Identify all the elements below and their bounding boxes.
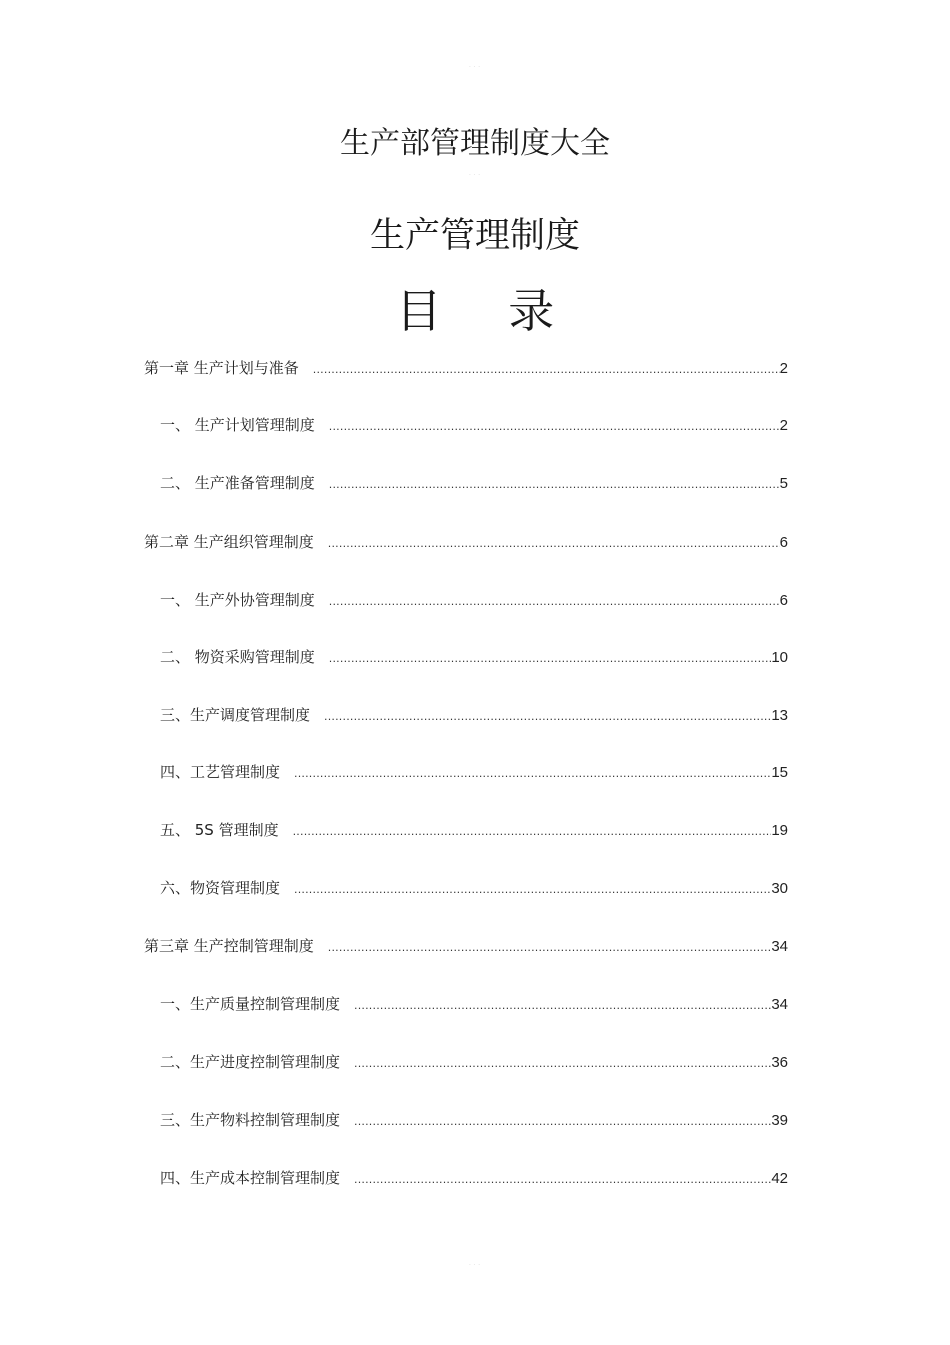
toc-entry[interactable] <box>160 993 788 1015</box>
toc-entry-label: 第一章 生产计划与准备 <box>144 359 299 377</box>
toc-entry[interactable] <box>160 819 788 841</box>
title-underline-mark: - - - <box>469 172 481 177</box>
toc-page-number: 10 <box>771 649 788 666</box>
toc-dot-leader <box>294 879 771 901</box>
toc-entry-label: 二、 生产准备管理制度 <box>160 474 315 492</box>
toc-entry[interactable] <box>160 877 788 899</box>
toc-entry-label: 四、工艺管理制度 <box>160 763 281 781</box>
toc-dot-leader <box>329 591 780 613</box>
toc-page-number: 13 <box>771 707 788 724</box>
toc-dot-leader <box>293 821 772 843</box>
toc-entry[interactable] <box>160 589 788 611</box>
toc-entry-label: 六、物资管理制度 <box>160 879 281 897</box>
toc-entry-label: 五、 5S 管理制度 <box>160 821 279 839</box>
toc-entry-chapter-1[interactable] <box>144 357 788 379</box>
toc-dot-leader <box>329 474 780 496</box>
toc-entry[interactable] <box>160 414 788 436</box>
toc-entry[interactable] <box>160 704 788 726</box>
toc-entry-label: 一、生产质量控制管理制度 <box>160 995 341 1013</box>
page-footer-mark: - - - <box>469 1262 481 1267</box>
toc-dot-leader <box>354 1111 771 1133</box>
toc-page-number: 42 <box>771 1170 788 1187</box>
toc-dot-leader <box>354 1053 771 1075</box>
toc-entry[interactable] <box>160 1167 788 1189</box>
toc-page-number: 6 <box>779 592 788 609</box>
toc-entry-label: 一、 生产计划管理制度 <box>160 416 315 434</box>
toc-page-number: 15 <box>771 764 788 781</box>
toc-page-number: 34 <box>771 938 788 955</box>
toc-dot-leader <box>324 706 771 728</box>
toc-entry-label: 二、 物资采购管理制度 <box>160 648 315 666</box>
toc-entry[interactable] <box>160 761 788 783</box>
document-subtitle: 生产管理制度 <box>369 216 580 256</box>
toc-entry-chapter-3[interactable] <box>144 935 788 957</box>
toc-entry[interactable] <box>160 646 788 668</box>
toc-entry-label: 一、 生产外协管理制度 <box>160 591 315 609</box>
toc-page-number: 6 <box>779 534 788 551</box>
toc-page-number: 36 <box>771 1054 788 1071</box>
toc-dot-leader <box>329 648 772 670</box>
page-header-mark: - - - <box>469 64 481 69</box>
document-title: 生产部管理制度大全 <box>340 126 610 161</box>
toc-dot-leader <box>354 995 771 1017</box>
toc-entry[interactable] <box>160 472 788 494</box>
toc-page-number: 19 <box>771 822 788 839</box>
toc-page-number: 39 <box>771 1112 788 1129</box>
toc-page-number: 2 <box>779 417 788 434</box>
toc-dot-leader <box>328 937 772 959</box>
toc-page-number: 2 <box>779 360 788 377</box>
toc-entry[interactable] <box>160 1051 788 1073</box>
toc-entry-label: 二、生产进度控制管理制度 <box>160 1053 341 1071</box>
toc-page-number: 30 <box>771 880 788 897</box>
toc-page-number: 34 <box>771 996 788 1013</box>
toc-dot-leader <box>354 1169 771 1191</box>
toc-entry-label: 四、生产成本控制管理制度 <box>160 1169 341 1187</box>
toc-dot-leader <box>328 533 780 555</box>
toc-entry[interactable] <box>160 1109 788 1131</box>
toc-entry-label: 第三章 生产控制管理制度 <box>144 937 314 955</box>
toc-heading: 目 录 <box>395 284 581 338</box>
toc-entry-label: 三、生产物料控制管理制度 <box>160 1111 341 1129</box>
toc-page-number: 5 <box>779 475 788 492</box>
toc-entry-label: 第二章 生产组织管理制度 <box>144 533 314 551</box>
toc-dot-leader <box>294 763 771 785</box>
toc-dot-leader <box>329 416 780 438</box>
toc-entry-chapter-2[interactable] <box>144 531 788 553</box>
toc-dot-leader <box>313 359 780 381</box>
toc-entry-label: 三、生产调度管理制度 <box>160 706 311 724</box>
